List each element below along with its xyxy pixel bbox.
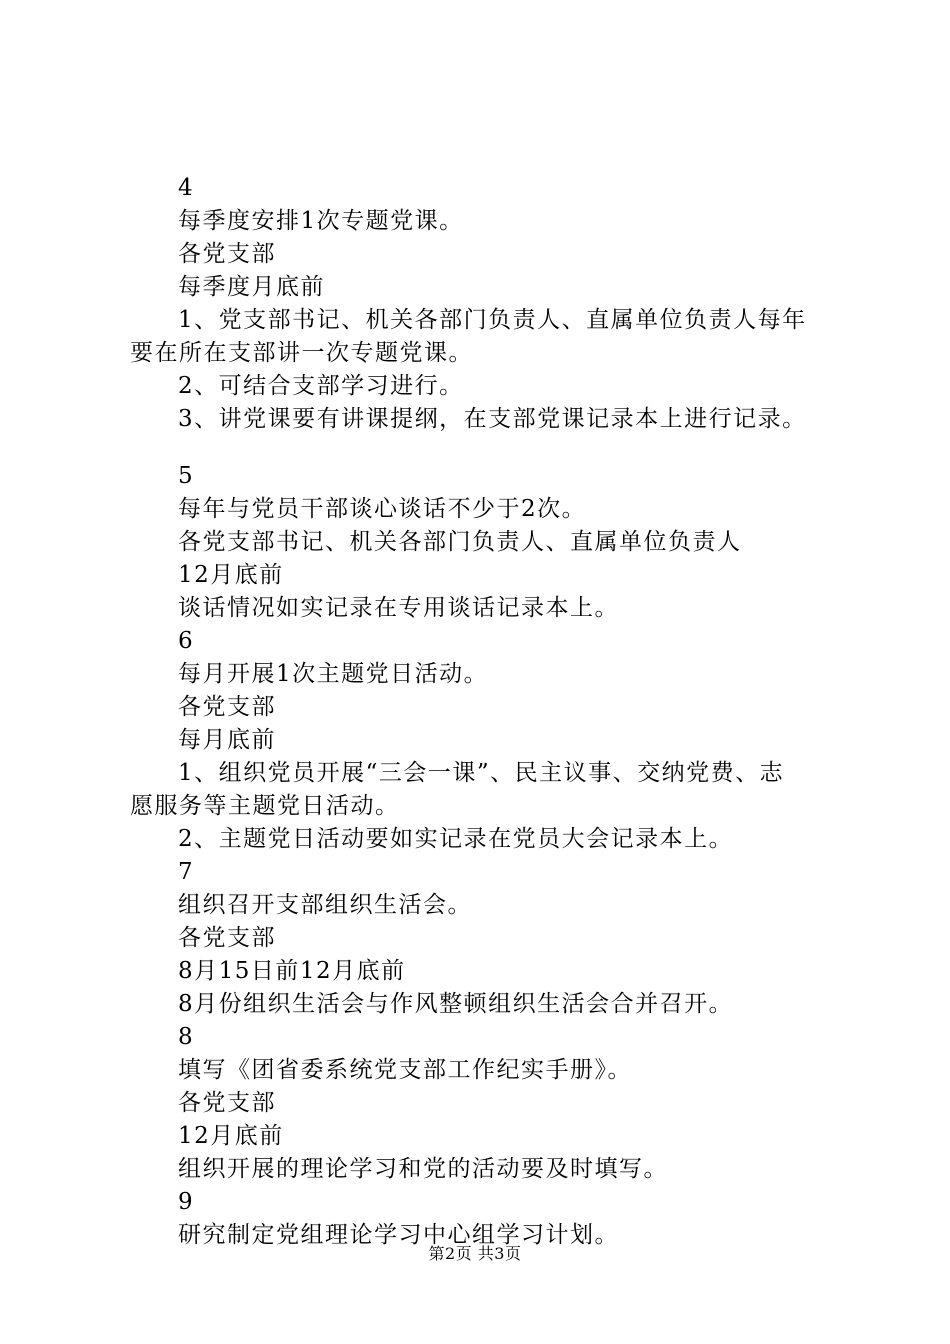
section-item (0, 172, 950, 436)
section-note: 1、组织党员开展“三会一课”、民主议事、交纳党费、志 (178, 760, 785, 786)
section-item (0, 625, 950, 856)
section-note: 要在所在支部讲一次专题党课。 (130, 340, 473, 366)
section-note: 谈话情况如实记录在专用谈话记录本上。 (178, 595, 619, 621)
section-responsible: 各党支部 (178, 925, 276, 951)
section-note: 1、党支部书记、机关各部门负责人、直属单位负责人每年 (178, 307, 807, 333)
section-task: 每年与党员干部谈心谈话不少于2次。 (178, 496, 587, 522)
section-note: 组织开展的理论学习和党的活动要及时填写。 (178, 1156, 668, 1182)
section-deadline: 每月底前 (178, 727, 276, 753)
section-note: 3、讲党课要有讲课提纲，在支部党课记录本上进行记录。 (178, 406, 807, 432)
section-deadline: 8月15日前12月底前 (178, 958, 406, 984)
section-task: 填写《团省委系统党支部工作纪实手册》。 (178, 1057, 632, 1083)
document-body (0, 172, 950, 1252)
section-item (0, 1021, 950, 1186)
section-responsible: 各党支部 (178, 241, 276, 267)
section-number: 6 (178, 628, 195, 654)
section-note: 愿服务等主题党日活动。 (130, 793, 400, 819)
section-number: 9 (178, 1189, 195, 1215)
section-note: 8月份组织生活会与作风整顿组织生活会合并召开。 (178, 991, 734, 1017)
section-spacer (0, 436, 950, 460)
section-note: 2、主题党日活动要如实记录在党员大会记录本上。 (178, 826, 734, 852)
section-task: 组织召开支部组织生活会。 (178, 892, 472, 918)
page-footer: 第2页 共3页 (428, 1244, 522, 1263)
section-number: 4 (178, 175, 195, 201)
section-item (0, 856, 950, 1021)
section-responsible: 各党支部 (178, 1090, 276, 1116)
section-task: 研究制定党组理论学习中心组学习计划。 (178, 1222, 619, 1248)
section-deadline: 12月底前 (178, 1123, 284, 1149)
section-deadline: 12月底前 (178, 562, 284, 588)
section-number: 5 (178, 463, 195, 489)
section-task: 每月开展1次主题党日活动。 (178, 661, 489, 687)
section-number: 8 (178, 1024, 195, 1050)
section-task: 每季度安排1次专题党课。 (178, 208, 464, 234)
section-responsible: 各党支部书记、机关各部门负责人、直属单位负责人 (178, 529, 742, 555)
section-deadline: 每季度月底前 (178, 274, 325, 300)
section-note: 2、可结合支部学习进行。 (178, 373, 464, 399)
section-number: 7 (178, 859, 195, 885)
section-responsible: 各党支部 (178, 694, 276, 720)
section-item (0, 460, 950, 625)
